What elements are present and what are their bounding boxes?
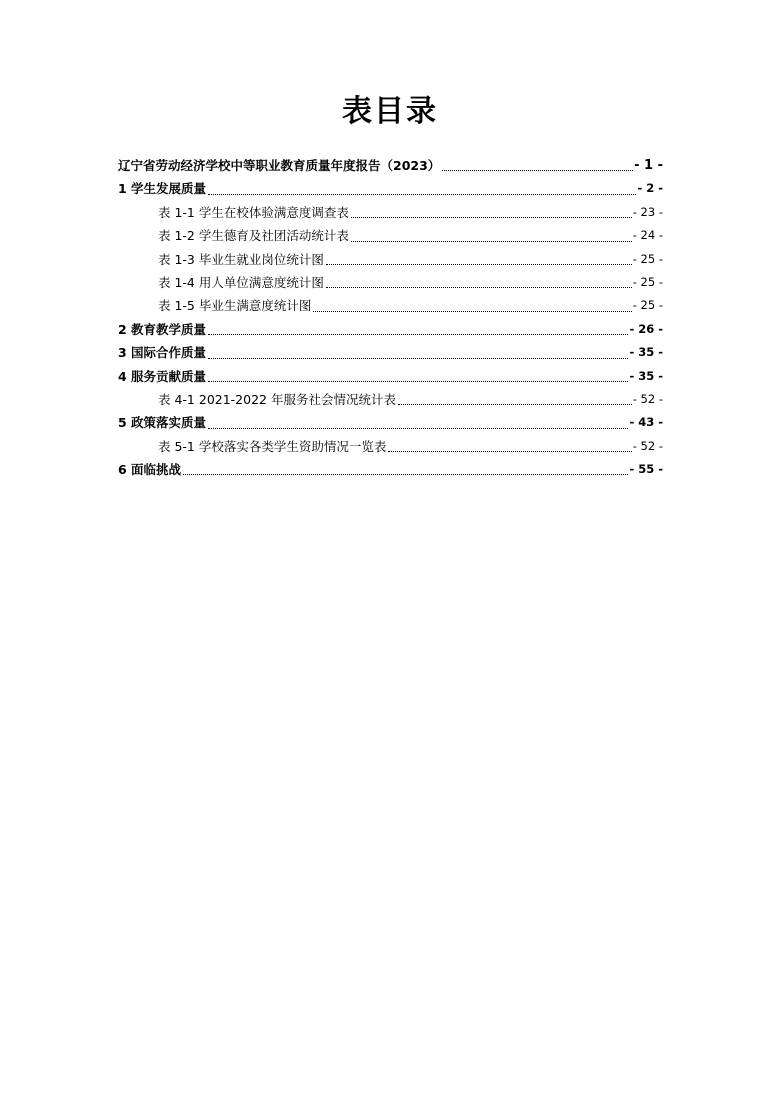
dot-leader xyxy=(208,380,628,382)
dot-leader xyxy=(326,286,632,288)
toc-entry-label: 表 4-1 2021-2022 年服务社会情况统计表 xyxy=(158,391,396,407)
toc-entry-table-1-2[interactable] xyxy=(118,224,663,247)
toc-entry-table-1-5[interactable] xyxy=(118,294,663,317)
toc-entry-section-4[interactable] xyxy=(118,365,663,388)
toc-entry-page: - 35 - xyxy=(629,345,663,360)
toc-entry-report-title[interactable] xyxy=(118,154,663,177)
toc-entry-label: 5 政策落实质量 xyxy=(118,415,207,431)
toc-entry-page: - 25 - xyxy=(632,298,663,313)
toc-entry-label: 2 教育教学质量 xyxy=(118,321,207,337)
toc-entry-section-3[interactable] xyxy=(118,341,663,364)
toc-entry-page: - 26 - xyxy=(629,321,663,336)
dot-leader xyxy=(326,263,632,265)
toc-entry-label: 表 1-1 学生在校体验满意度调查表 xyxy=(158,204,349,220)
dot-leader xyxy=(208,193,636,195)
toc-entry-label: 表 5-1 学校落实各类学生资助情况一览表 xyxy=(158,438,387,454)
toc-entry-page: - 1 - xyxy=(634,157,663,173)
toc-entry-page: - 55 - xyxy=(629,462,663,477)
dot-leader xyxy=(183,473,628,475)
toc-entry-page: - 35 - xyxy=(629,368,663,383)
dot-leader xyxy=(351,240,632,242)
toc-entry-page: - 43 - xyxy=(629,415,663,430)
dot-leader xyxy=(208,357,628,359)
toc-entry-label: 辽宁省劳动经济学校中等职业教育质量年度报告（2023） xyxy=(118,157,441,173)
toc-entry-section-5[interactable] xyxy=(118,411,663,434)
toc-entry-page: - 52 - xyxy=(632,438,663,453)
toc-entry-label: 表 1-3 毕业生就业岗位统计图 xyxy=(158,251,324,267)
dot-leader xyxy=(398,403,632,405)
toc-entry-section-1[interactable] xyxy=(118,177,663,200)
toc-entry-page: - 25 - xyxy=(632,251,663,266)
dot-leader xyxy=(208,333,628,335)
toc-entry-page: - 23 - xyxy=(632,204,663,219)
toc-entry-label: 1 学生发展质量 xyxy=(118,181,207,197)
toc-entry-label: 表 1-2 学生德育及社团活动统计表 xyxy=(158,228,349,244)
toc-entry-page: - 2 - xyxy=(637,181,663,196)
dot-leader xyxy=(388,450,631,452)
dot-leader xyxy=(351,216,632,218)
toc-entry-table-1-1[interactable] xyxy=(118,201,663,224)
page-title: 表目录 xyxy=(342,94,438,129)
toc-entry-table-5-1[interactable] xyxy=(118,435,663,458)
toc-entry-table-1-4[interactable] xyxy=(118,271,663,294)
toc-entry-table-1-3[interactable] xyxy=(118,248,663,271)
toc-entry-section-6[interactable] xyxy=(118,458,663,481)
toc-entry-page: - 25 - xyxy=(632,274,663,289)
dot-leader xyxy=(208,427,628,429)
toc-entry-label: 表 1-5 毕业生满意度统计图 xyxy=(158,298,312,314)
table-of-contents xyxy=(118,154,663,481)
toc-entry-label: 4 服务贡献质量 xyxy=(118,368,207,384)
toc-entry-page: - 24 - xyxy=(632,228,663,243)
toc-entry-table-4-1[interactable] xyxy=(118,388,663,411)
toc-entry-section-2[interactable] xyxy=(118,318,663,341)
dot-leader xyxy=(313,310,631,312)
toc-entry-label: 6 面临挑战 xyxy=(118,462,182,478)
toc-entry-label: 3 国际合作质量 xyxy=(118,345,207,361)
dot-leader xyxy=(442,169,633,171)
toc-entry-page: - 52 - xyxy=(632,391,663,406)
toc-entry-label: 表 1-4 用人单位满意度统计图 xyxy=(158,274,324,290)
